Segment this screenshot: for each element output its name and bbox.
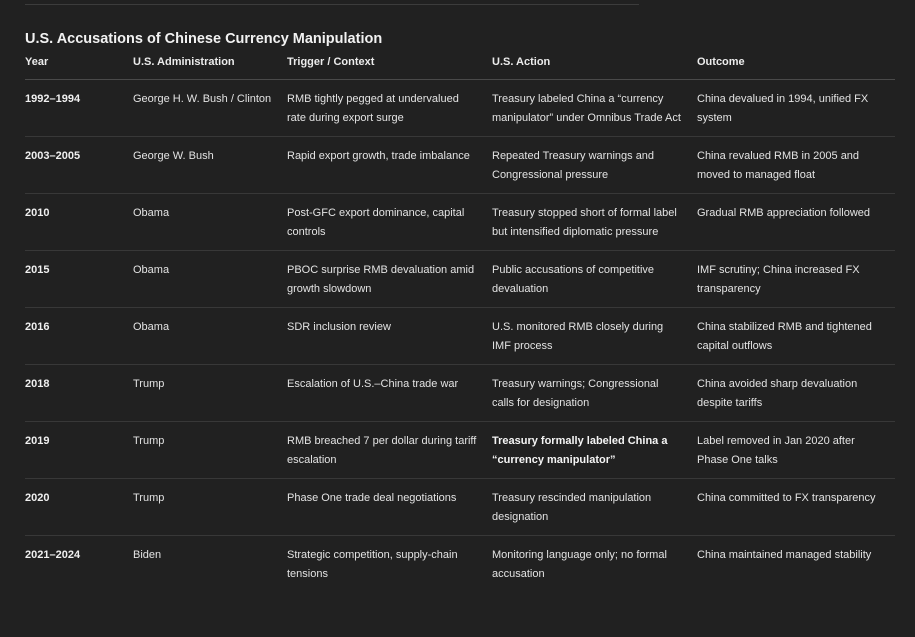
administration-cell-text: George H. W. Bush / Clinton [133, 93, 272, 105]
year-cell [25, 194, 133, 251]
table-row [25, 251, 895, 308]
outcome-cell [697, 365, 895, 422]
administration-cell-text: Biden [133, 549, 162, 561]
action-cell-text: Repeated Treasury warnings and Congressional pressure [492, 150, 655, 181]
table-title: U.S. Accusations of Chinese Currency Manipulation [25, 31, 383, 47]
outcome-cell-text: IMF scrutiny; China increased FX transparency [697, 264, 860, 295]
year-cell-text: 2019 [25, 435, 50, 447]
administration-cell [133, 80, 287, 137]
administration-cell-text: Obama [133, 264, 170, 276]
administration-cell [133, 422, 287, 479]
trigger-cell [287, 536, 492, 593]
administration-cell-text: Trump [133, 435, 165, 447]
header-trigger: Trigger / Context [287, 56, 492, 80]
action-cell [492, 479, 697, 536]
year-cell-text: 2010 [25, 207, 50, 219]
year-cell [25, 365, 133, 422]
trigger-cell-text: Phase One trade deal negotiations [287, 492, 457, 504]
year-cell-text: 2021–2024 [25, 549, 81, 561]
administration-cell [133, 536, 287, 593]
year-cell [25, 536, 133, 593]
year-cell [25, 422, 133, 479]
year-cell-text: 2020 [25, 492, 50, 504]
year-cell [25, 137, 133, 194]
administration-cell-text: Obama [133, 207, 170, 219]
table-row [25, 365, 895, 422]
currency-manipulation-table [25, 56, 895, 592]
administration-cell [133, 194, 287, 251]
header-action: U.S. Action [492, 56, 697, 80]
trigger-cell [287, 479, 492, 536]
administration-cell-text: Trump [133, 492, 165, 504]
action-cell [492, 251, 697, 308]
trigger-cell [287, 422, 492, 479]
outcome-cell [697, 308, 895, 365]
action-cell-text: Treasury labeled China a “currency manipulator” under Omnibus Trade Act [492, 93, 681, 124]
year-cell-text: 2016 [25, 321, 50, 333]
action-cell-text: U.S. monitored RMB closely during IMF process [492, 321, 664, 352]
outcome-cell-text: Gradual RMB appreciation followed [697, 207, 871, 219]
trigger-cell-text: Escalation of U.S.–China trade war [287, 378, 459, 390]
administration-cell [133, 365, 287, 422]
table-row [25, 422, 895, 479]
outcome-cell [697, 422, 895, 479]
outcome-cell-text: Label removed in Jan 2020 after Phase One talks [697, 435, 855, 466]
trigger-cell [287, 365, 492, 422]
action-cell [492, 80, 697, 137]
trigger-cell-text: RMB tightly pegged at undervalued rate during export surge [287, 93, 459, 124]
action-cell-text: Treasury formally labeled China a “currency manipulator” [492, 435, 668, 466]
action-cell [492, 308, 697, 365]
year-cell [25, 80, 133, 137]
table-row [25, 536, 895, 593]
trigger-cell [287, 194, 492, 251]
table-row [25, 137, 895, 194]
action-cell-text: Public accusations of competitive devaluation [492, 264, 655, 295]
action-cell [492, 137, 697, 194]
trigger-cell [287, 308, 492, 365]
action-cell [492, 536, 697, 593]
administration-cell [133, 251, 287, 308]
outcome-cell-text: China revalued RMB in 2005 and moved to managed float [697, 150, 860, 181]
administration-cell [133, 308, 287, 365]
year-cell [25, 479, 133, 536]
outcome-cell [697, 194, 895, 251]
administration-cell [133, 479, 287, 536]
header-row [25, 56, 895, 80]
trigger-cell [287, 251, 492, 308]
outcome-cell-text: China stabilized RMB and tightened capital outflows [697, 321, 872, 352]
outcome-cell [697, 479, 895, 536]
trigger-cell-text: Rapid export growth, trade imbalance [287, 150, 470, 162]
year-cell [25, 251, 133, 308]
table-row [25, 479, 895, 536]
table-row [25, 80, 895, 137]
trigger-cell [287, 80, 492, 137]
action-cell-text: Treasury stopped short of formal label but intensified diplomatic pressure [492, 207, 677, 238]
trigger-cell [287, 137, 492, 194]
action-cell-text: Treasury warnings; Congressional calls for designation [492, 378, 659, 409]
header-year: Year [25, 56, 133, 80]
trigger-cell-text: SDR inclusion review [287, 321, 391, 333]
action-cell [492, 194, 697, 251]
trigger-cell-text: Post-GFC export dominance, capital controls [287, 207, 465, 238]
administration-cell-text: Trump [133, 378, 165, 390]
header-outcome: Outcome [697, 56, 895, 80]
table-body [25, 80, 895, 593]
year-cell-text: 1992–1994 [25, 93, 81, 105]
action-cell [492, 365, 697, 422]
administration-cell [133, 137, 287, 194]
outcome-cell-text: China committed to FX transparency [697, 492, 876, 504]
trigger-cell-text: Strategic competition, supply-chain tensions [287, 549, 458, 580]
header-administration: U.S. Administration [133, 56, 287, 80]
year-cell-text: 2003–2005 [25, 150, 81, 162]
outcome-cell-text: China devalued in 1994, unified FX system [697, 93, 869, 124]
year-cell-text: 2018 [25, 378, 50, 390]
table-row [25, 308, 895, 365]
administration-cell-text: George W. Bush [133, 150, 214, 162]
outcome-cell [697, 536, 895, 593]
action-cell [492, 422, 697, 479]
outcome-cell [697, 80, 895, 137]
administration-cell-text: Obama [133, 321, 170, 333]
outcome-cell-text: China avoided sharp devaluation despite tariffs [697, 378, 858, 409]
year-cell-text: 2015 [25, 264, 50, 276]
outcome-cell [697, 251, 895, 308]
outcome-cell [697, 137, 895, 194]
outcome-cell-text: China maintained managed stability [697, 549, 872, 561]
trigger-cell-text: RMB breached 7 per dollar during tariff escalation [287, 435, 477, 466]
action-cell-text: Monitoring language only; no formal accusation [492, 549, 667, 580]
table-row [25, 194, 895, 251]
trigger-cell-text: PBOC surprise RMB devaluation amid growth slowdown [287, 264, 475, 295]
year-cell [25, 308, 133, 365]
top-divider [25, 4, 639, 5]
action-cell-text: Treasury rescinded manipulation designation [492, 492, 652, 523]
